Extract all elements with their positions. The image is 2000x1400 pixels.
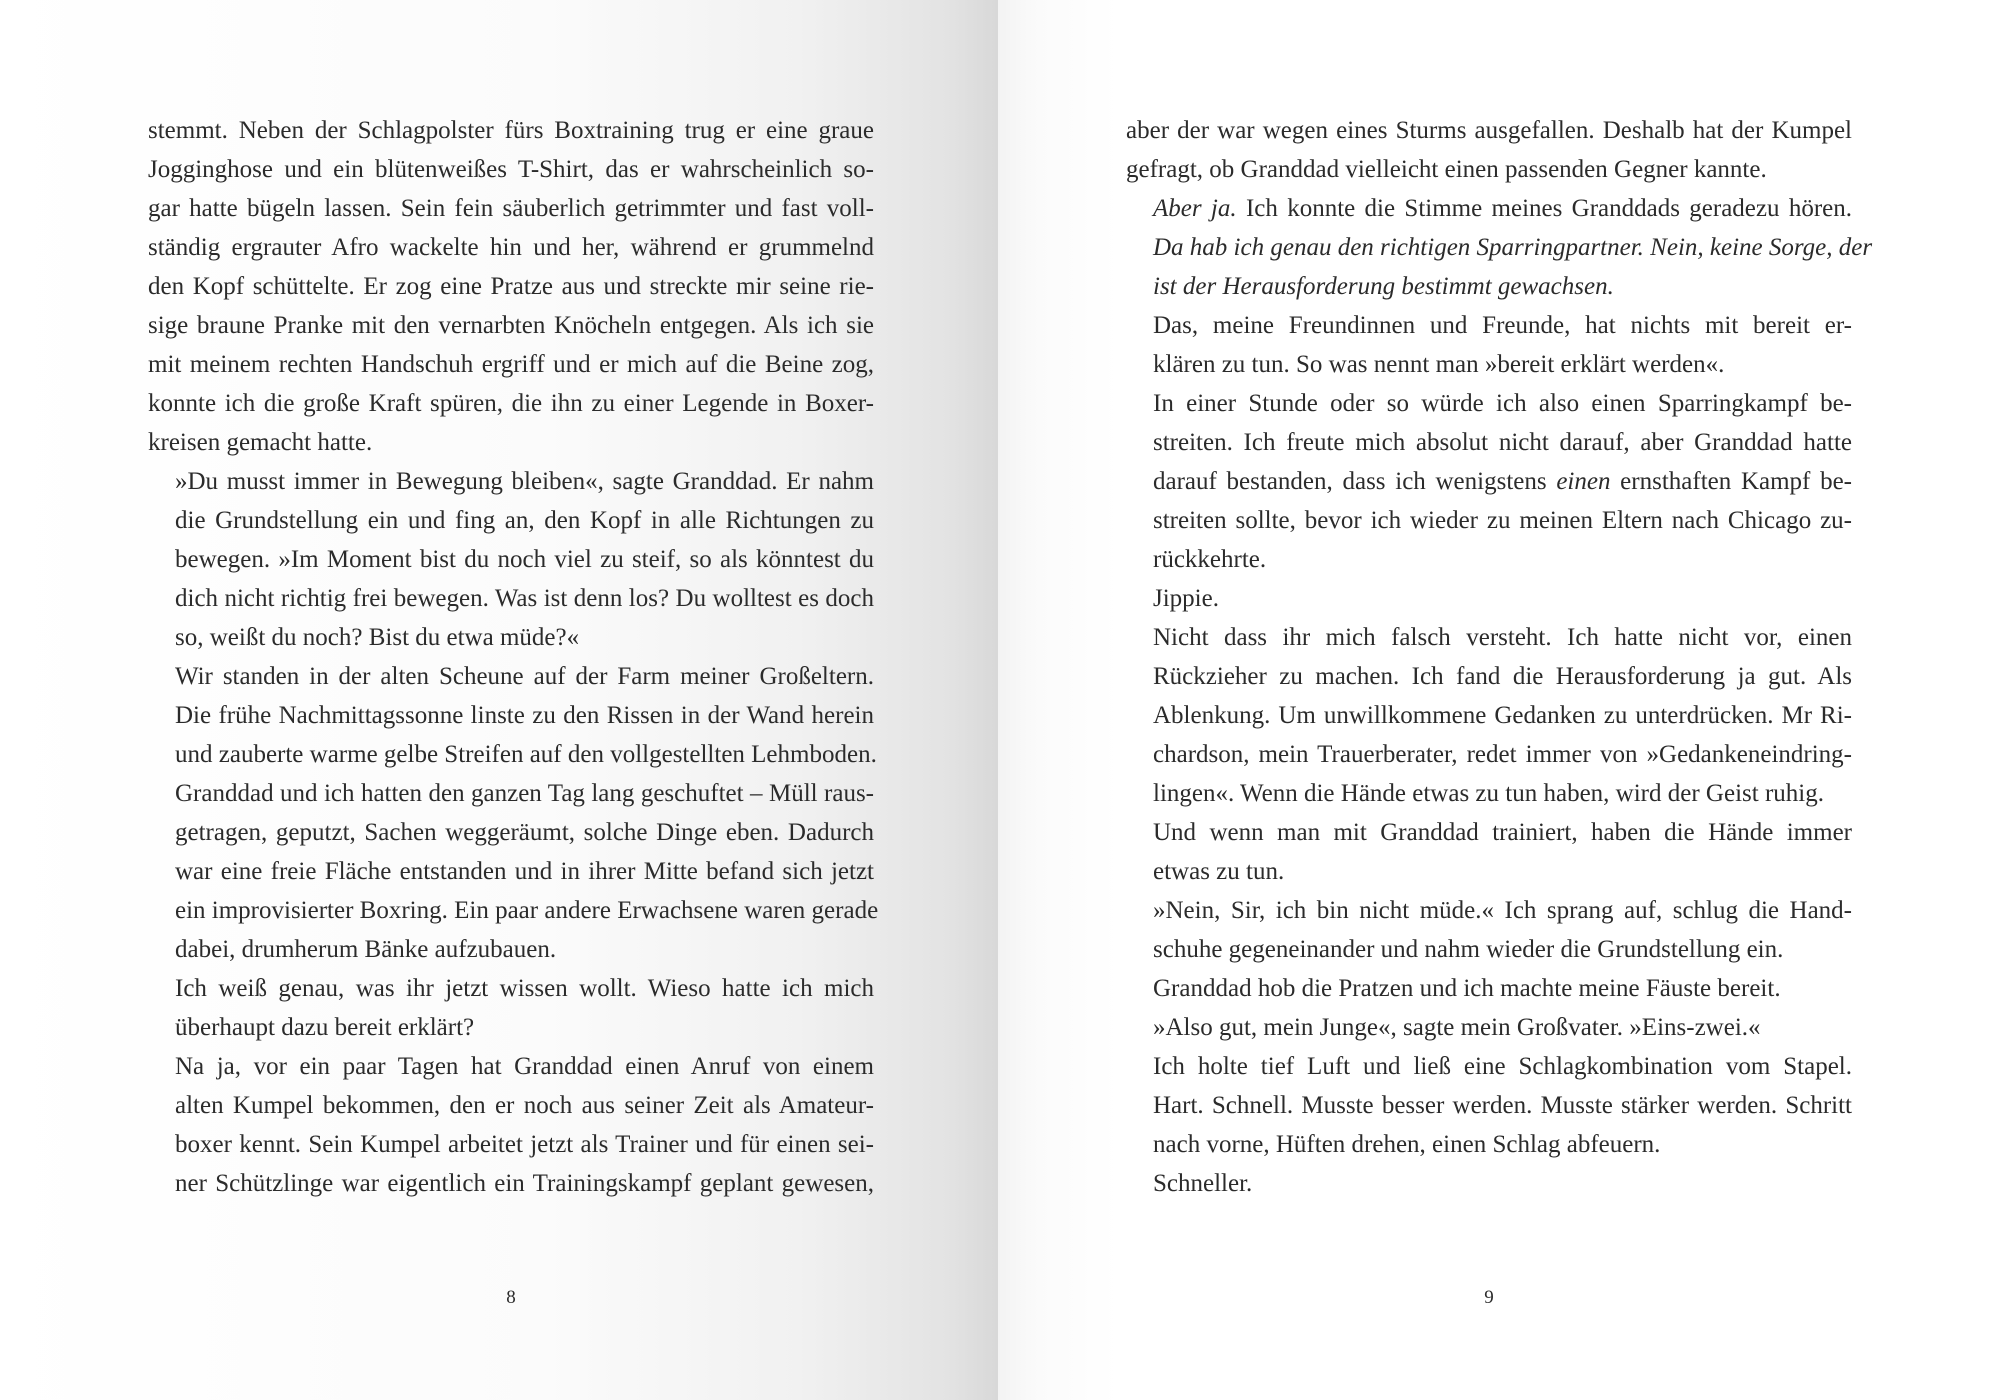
text-line: und zauberte warme gelbe Streifen auf den vollgestellten Lehmboden. xyxy=(175,741,877,768)
text-line: Schneller. xyxy=(1153,1170,1253,1197)
right-page xyxy=(998,0,2000,1400)
text-line xyxy=(1126,462,1852,501)
paragraph xyxy=(1126,306,1852,384)
text-line: »Du musst immer in Bewegung bleiben«, sagte Granddad. Er nahm xyxy=(175,468,874,495)
italic-text: ist der Herausforderung bestimmt gewachsen. xyxy=(1153,273,1614,300)
left-page-text xyxy=(148,111,879,1203)
paragraph xyxy=(148,462,874,657)
text-line: bewegen. »Im Moment bist du noch viel zu steif, so als könntest du xyxy=(175,546,874,573)
text-line: chardson, mein Trauerberater, redet immer von »Gedankeneindring- xyxy=(1153,741,1852,768)
text-line: rückkehrte. xyxy=(1153,546,1267,573)
text-line: getragen, geputzt, Sachen weggeräumt, solche Dinge eben. Dadurch xyxy=(175,819,874,846)
text-fragment: Ich konnte die Stimme meines Granddads geradezu hören. xyxy=(1236,195,1852,222)
italic-text: Aber ja. xyxy=(1153,195,1237,222)
text-line: dich nicht richtig frei bewegen. Was ist denn los? Du wolltest es doch xyxy=(175,585,874,612)
paragraph xyxy=(148,969,874,1047)
text-line: war eine freie Fläche entstanden und in ihrer Mitte befand sich jetzt xyxy=(175,858,874,885)
paragraph xyxy=(1126,969,1852,1008)
text-line: ständig ergrauter Afro wackelte hin und her, während er grummelnd xyxy=(148,234,874,261)
text-line: Granddad und ich hatten den ganzen Tag lang geschuftet – Müll raus- xyxy=(175,780,874,807)
text-line: Jogginghose und ein blütenweißes T-Shirt, das er wahrscheinlich so- xyxy=(148,156,874,183)
text-line: streiten. Ich freute mich absolut nicht darauf, aber Granddad hatte xyxy=(1153,429,1852,456)
text-line xyxy=(1126,189,1852,228)
text-line: ein improvisierter Boxring. Ein paar andere Erwachsene waren gerade xyxy=(175,897,879,924)
text-line: den Kopf schüttelte. Er zog eine Pratze aus und streckte mir seine rie- xyxy=(148,273,874,300)
text-line: Granddad hob die Pratzen und ich machte meine Fäuste bereit. xyxy=(1153,975,1781,1002)
text-line: gefragt, ob Granddad vielleicht einen passenden Gegner kannte. xyxy=(1126,156,1767,183)
italic-text: Da hab ich genau den richtigen Sparringpartner. Nein, keine Sorge, der xyxy=(1153,234,1873,261)
paragraph xyxy=(1126,579,1852,618)
text-line: stemmt. Neben der Schlagpolster fürs Boxtraining trug er eine graue xyxy=(148,117,874,144)
text-line: Die frühe Nachmittagssonne linste zu den Rissen in der Wand herein xyxy=(175,702,874,729)
text-line xyxy=(1126,267,1852,306)
text-line: boxer kennt. Sein Kumpel arbeitet jetzt als Trainer und für einen sei- xyxy=(175,1131,874,1158)
text-fragment: ernsthaften Kampf be- xyxy=(1610,468,1853,495)
text-line: klären zu tun. So was nennt man »bereit erklärt werden«. xyxy=(1153,351,1725,378)
text-fragment: darauf bestanden, dass ich wenigstens xyxy=(1153,468,1557,495)
right-page-text xyxy=(1126,111,1873,1203)
text-line: so, weißt du noch? Bist du etwa müde?« xyxy=(175,624,580,651)
text-line: »Nein, Sir, ich bin nicht müde.« Ich sprang auf, schlug die Hand- xyxy=(1153,897,1852,924)
text-line: aber der war wegen eines Sturms ausgefallen. Deshalb hat der Kumpel xyxy=(1126,117,1852,144)
text-line: Ablenkung. Um unwillkommene Gedanken zu unterdrücken. Mr Ri- xyxy=(1153,702,1852,729)
page-number: 8 xyxy=(506,1287,516,1308)
text-line: lingen«. Wenn die Hände etwas zu tun haben, wird der Geist ruhig. xyxy=(1153,780,1824,807)
text-line: dabei, drumherum Bänke aufzubauen. xyxy=(175,936,557,963)
text-line: mit meinem rechten Handschuh ergriff und er mich auf die Beine zog, xyxy=(148,351,874,378)
text-line: Ich holte tief Luft und ließ eine Schlagkombination vom Stapel. xyxy=(1153,1053,1852,1080)
text-line: In einer Stunde oder so würde ich also einen Sparringkampf be- xyxy=(1153,390,1852,417)
paragraph xyxy=(1126,618,1852,813)
text-line: Rückzieher zu machen. Ich fand die Herausforderung ja gut. Als xyxy=(1153,663,1852,690)
paragraph xyxy=(1126,1164,1852,1203)
text-line: Nicht dass ihr mich falsch versteht. Ich hatte nicht vor, einen xyxy=(1153,624,1852,651)
text-line: kreisen gemacht hatte. xyxy=(148,429,373,456)
paragraph xyxy=(1126,813,1852,891)
text-line: die Grundstellung ein und fing an, den Kopf in alle Richtungen zu xyxy=(175,507,874,534)
paragraph xyxy=(148,657,879,969)
text-line: konnte ich die große Kraft spüren, die ihn zu einer Legende in Boxer- xyxy=(148,390,874,417)
text-line: »Also gut, mein Junge«, sagte mein Großvater. »Eins-zwei.« xyxy=(1153,1014,1761,1041)
italic-text: einen xyxy=(1556,468,1611,495)
text-line: Jippie. xyxy=(1153,585,1219,612)
text-line: streiten sollte, bevor ich wieder zu meinen Eltern nach Chicago zu- xyxy=(1153,507,1852,534)
left-page xyxy=(0,0,998,1400)
paragraph xyxy=(148,1047,874,1203)
text-line: Ich weiß genau, was ihr jetzt wissen wollt. Wieso hatte ich mich xyxy=(175,975,874,1002)
text-line: Wir standen in der alten Scheune auf der Farm meiner Großeltern. xyxy=(175,663,874,690)
paragraph xyxy=(1126,1047,1852,1164)
text-line: überhaupt dazu bereit erklärt? xyxy=(175,1014,475,1041)
text-line: Und wenn man mit Granddad trainiert, haben die Hände immer xyxy=(1153,819,1852,846)
text-line xyxy=(1126,228,1873,267)
text-line: Das, meine Freundinnen und Freunde, hat nichts mit bereit er- xyxy=(1153,312,1852,339)
text-line: schuhe gegeneinander und nahm wieder die Grundstellung ein. xyxy=(1153,936,1784,963)
text-line: nach vorne, Hüften drehen, einen Schlag abfeuern. xyxy=(1153,1131,1661,1158)
paragraph xyxy=(1126,189,1873,306)
paragraph xyxy=(1126,1008,1852,1047)
text-line: Na ja, vor ein paar Tagen hat Granddad einen Anruf von einem xyxy=(175,1053,874,1080)
text-line: Hart. Schnell. Musste besser werden. Musste stärker werden. Schritt xyxy=(1153,1092,1852,1119)
paragraph xyxy=(1126,384,1852,579)
text-line: gar hatte bügeln lassen. Sein fein säuberlich getrimmter und fast voll- xyxy=(148,195,874,222)
text-line: ner Schützlinge war eigentlich ein Trainingskampf geplant gewesen, xyxy=(175,1170,874,1197)
paragraph xyxy=(148,111,874,462)
text-line: etwas zu tun. xyxy=(1153,858,1285,885)
page-number: 9 xyxy=(1484,1287,1494,1308)
paragraph xyxy=(1126,111,1852,189)
text-line: alten Kumpel bekommen, den er noch aus seiner Zeit als Amateur- xyxy=(175,1092,874,1119)
text-line: sige braune Pranke mit den vernarbten Knöcheln entgegen. Als ich sie xyxy=(148,312,874,339)
paragraph xyxy=(1126,891,1852,969)
